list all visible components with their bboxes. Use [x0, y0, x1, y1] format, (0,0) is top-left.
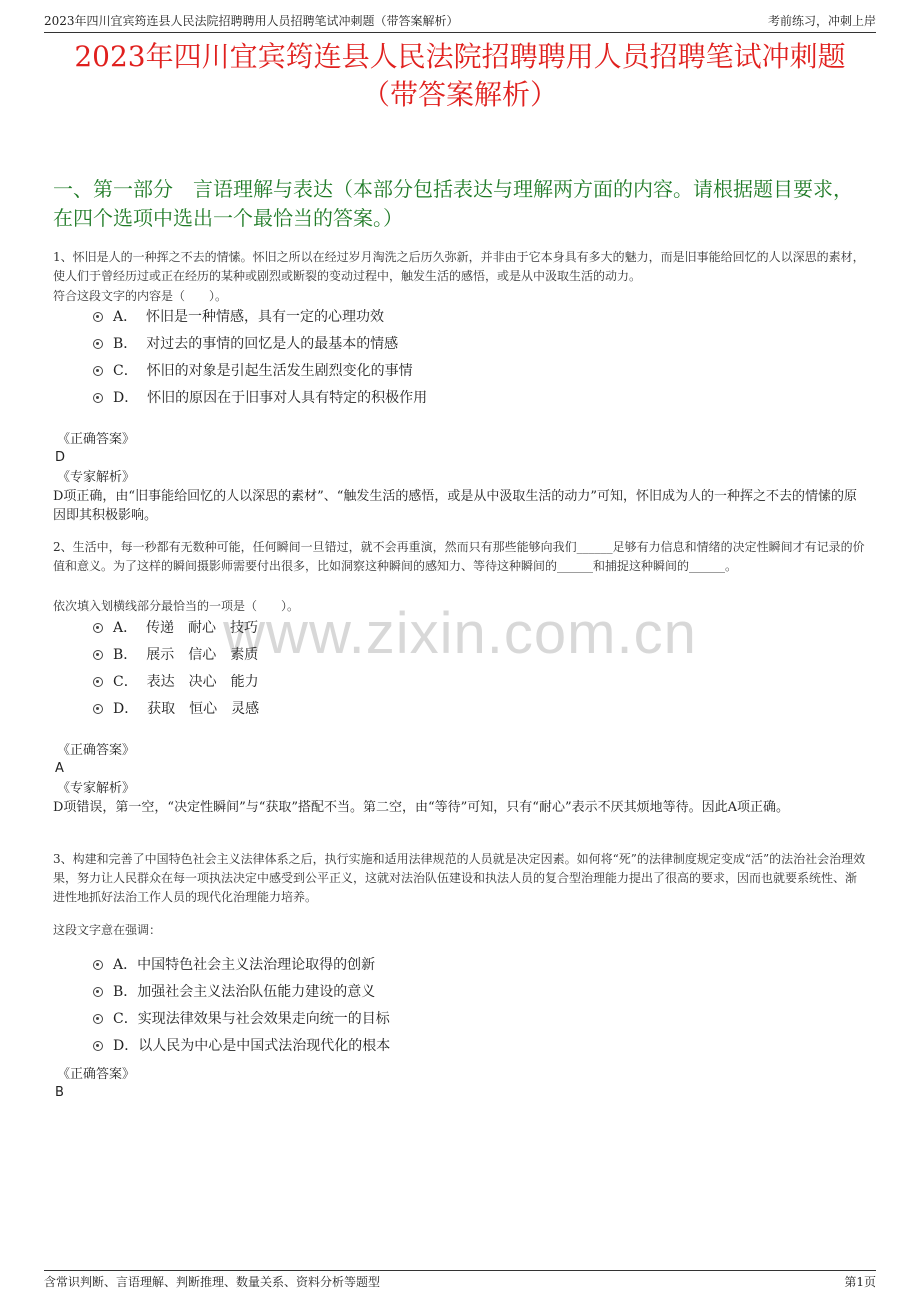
- question-2-prompt: 依次填入划横线部分最恰当的一项是（ ）。: [53, 599, 300, 613]
- question-1-explain-label: 《专家解析》: [57, 470, 136, 485]
- document-title: [40, 38, 880, 114]
- radio-icon[interactable]: [93, 312, 103, 322]
- question-3-answer-label: 《正确答案》: [57, 1067, 136, 1082]
- title-line-1: 2023年四川宜宾筠连县人民法院招聘聘用人员招聘笔试冲刺题: [74, 40, 846, 73]
- radio-icon[interactable]: [93, 339, 103, 349]
- header-slogan: 考前练习，冲刺上岸: [767, 14, 876, 28]
- option-label: C． 表达 决心 能力: [113, 674, 259, 690]
- radio-icon[interactable]: [93, 650, 103, 660]
- option-label: A．中国特色社会主义法治理论取得的创新: [113, 957, 376, 973]
- question-1-stem: 1、怀旧是人的一种挥之不去的情愫。怀旧之所以在经过岁月淘洗之后历久弥新，并非由于它本身具有多大的魅力，而是旧事能给回忆的人以深思的素材，使人们于曾经历过或正在经历的某种或剧烈或断裂的变动过程中，触发生活的感悟，或是从中汲取生活的动力。: [53, 250, 865, 283]
- question-1-answer: D: [55, 450, 66, 465]
- radio-icon[interactable]: [93, 677, 103, 687]
- option-label: B． 展示 信心 素质: [113, 647, 259, 663]
- question-2-answer: A: [55, 761, 64, 776]
- option-label: C．实现法律效果与社会效果走向统一的目标: [113, 1011, 390, 1027]
- question-1-prompt: 符合这段文字的内容是（ ）。: [53, 289, 228, 303]
- radio-icon[interactable]: [93, 987, 103, 997]
- page-header: [44, 10, 876, 33]
- question-3-prompt: 这段文字意在强调：: [53, 923, 162, 937]
- radio-icon[interactable]: [93, 623, 103, 633]
- question-2-explanation: D项错误，第一空，“决定性瞬间”与“获取”搭配不当。第二空，由“等待”可知，只有“耐心”表示不厌其烦地等待。因此A项正确。: [53, 800, 789, 815]
- option-label: D． 怀旧的原因在于旧事对人具有特定的积极作用: [113, 390, 428, 406]
- option-label: A． 怀旧是一种情感，具有一定的心理功效: [113, 309, 385, 325]
- option-label: D． 获取 恒心 灵感: [113, 701, 260, 717]
- question-1-answer-label: 《正确答案》: [57, 432, 136, 447]
- question-2-stem: 2、生活中，每一秒都有无数种可能，任何瞬间一旦错过，就不会再重演，然而只有那些能够向我们______足够有力信息和情绪的决定性瞬间才有记录的价值和意义。为了这样的瞬间摄影师需要付出很多，比如洞察这种瞬间的感知力、等待这种瞬间的______和捕捉这种瞬间的______。: [53, 540, 865, 573]
- section-heading: 一、第一部分 言语理解与表达（本部分包括表达与理解两方面的内容。请根据题目要求，在四个选项中选出一个最恰当的答案。）: [53, 177, 853, 230]
- radio-icon[interactable]: [93, 393, 103, 403]
- footer-topics: 含常识判断、言语理解、判断推理、数量关系、资料分析等题型: [44, 1275, 381, 1289]
- question-2-explain-label: 《专家解析》: [57, 781, 136, 796]
- watermark: www.zixin.com.cn: [223, 601, 697, 666]
- option-label: D．以人民为中心是中国式法治现代化的根本: [113, 1038, 391, 1054]
- page-number: 第1页: [844, 1275, 876, 1289]
- page-footer: [44, 1270, 876, 1289]
- option-label: C． 怀旧的对象是引起生活发生剧烈变化的事情: [113, 363, 413, 379]
- option-label: B．加强社会主义法治队伍能力建设的意义: [113, 984, 376, 1000]
- radio-icon[interactable]: [93, 366, 103, 376]
- radio-icon[interactable]: [93, 1041, 103, 1051]
- radio-icon[interactable]: [93, 704, 103, 714]
- title-line-2: （带答案解析）: [361, 78, 558, 111]
- radio-icon[interactable]: [93, 1014, 103, 1024]
- question-3-answer: B: [55, 1085, 64, 1100]
- question-3-stem: 3、构建和完善了中国特色社会主义法律体系之后，执行实施和适用法律规范的人员就是决定因素。如何将“死”的法律制度规定变成“活”的法治社会治理效果，努力让人民群众在每一项执法决定中感受到公平正义，这就对法治队伍建设和执法人员的复合型治理能力提出了很高的要求，因而也就要系统性、渐进性地抓好法治工作人员的现代化治理能力培养。: [53, 852, 866, 904]
- option-label: B． 对过去的事情的回忆是人的最基本的情感: [113, 336, 399, 352]
- radio-icon[interactable]: [93, 960, 103, 970]
- question-1-explanation: D项正确，由“旧事能给回忆的人以深思的素材”、“触发生活的感悟，或是从中汲取生活的动力”可知，怀旧成为人的一种挥之不去的情愫的原因即其积极影响。: [53, 489, 858, 523]
- question-2-answer-label: 《正确答案》: [57, 743, 136, 758]
- header-doc-title: 2023年四川宜宾筠连县人民法院招聘聘用人员招聘笔试冲刺题（带答案解析）: [44, 14, 459, 28]
- option-label: A． 传递 耐心 技巧: [113, 620, 259, 636]
